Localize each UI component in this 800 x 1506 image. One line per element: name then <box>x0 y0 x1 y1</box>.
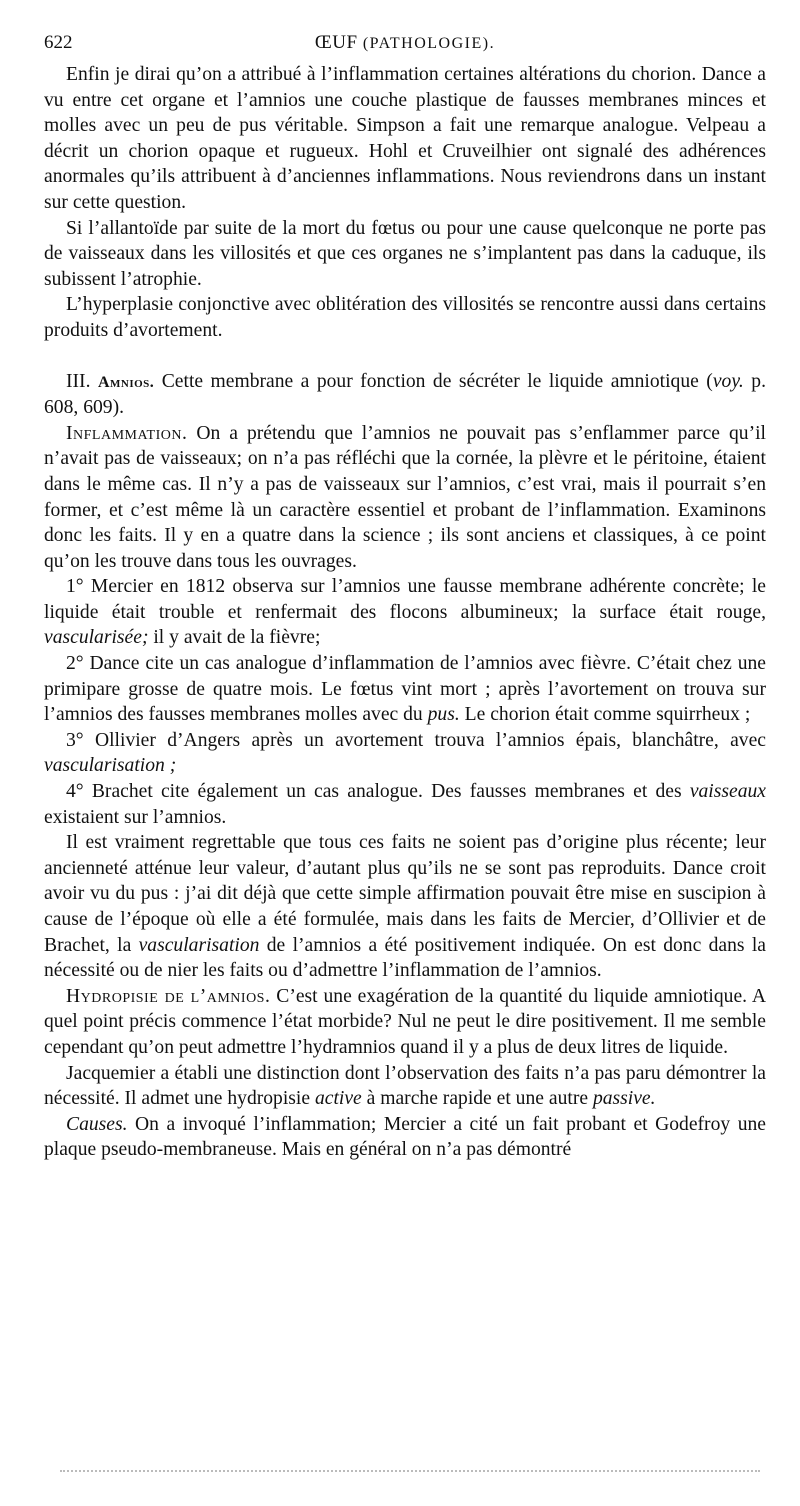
paragraph-italic: active <box>314 1088 362 1110</box>
paragraph <box>44 62 766 216</box>
paragraph-text: 3° Ollivier d’Angers après un avortement trouva l’amnios épais, blanchâtre, avec <box>66 729 766 751</box>
paragraph-text: Le chorion était comme squirrheux ; <box>459 704 751 726</box>
paragraph <box>44 830 766 984</box>
subsection-inflammation <box>44 421 766 575</box>
paragraph-italic: vascularisation <box>138 934 260 956</box>
paragraph-text: 4° Brachet cite également un cas analogue. Des fausses membranes et des <box>66 781 690 803</box>
paragraph-italic: voy. <box>712 370 744 392</box>
paragraph-text: Si l’allantoïde par suite de la mort du fœtus ou pour une cause quelconque ne porte pas de vaisseaux dans les villosités et que ces organes ne s’implantent pas dans la caduque, ils subissent l’atrophie. <box>44 217 766 290</box>
paragraph-text: L’hyperplasie conjonctive avec oblitération des villosités se rencontre aussi dans certains produits d’avortement. <box>44 294 766 341</box>
bleed-through-line <box>60 1470 760 1472</box>
paragraph-italic: pus. <box>427 704 460 726</box>
section-heading: Amnios. <box>97 373 155 391</box>
paragraph-italic: vaisseaux <box>689 781 766 803</box>
subsection-heading: Inflammation. <box>66 422 188 444</box>
paragraph-text: il y avait de la fièvre; <box>148 627 321 649</box>
paragraph-text: On a invoqué l’inflammation; Mercier a cité un fait probant et Godefroy une plaque pseudo-membraneuse. Mais en général on n’a pas démontré <box>44 1113 766 1161</box>
paragraph-text: de l’amnios a été positivement indiquée. On est donc dans la nécessité ou de nier les faits ou d’admettre l’inflammation de l’amnios. <box>44 934 766 982</box>
list-item <box>44 728 766 779</box>
paragraph-text: 1° Mercier en 1812 observa sur l’amnios une fausse membrane adhérente concrète; le liquide était trouble et renfermait des flocons albumineux; la surface était rouge, <box>44 576 766 623</box>
paragraph-text: p. 608, 609). <box>44 370 766 419</box>
subsection-causes <box>44 1112 766 1163</box>
list-item <box>44 651 766 728</box>
paragraph <box>44 216 766 293</box>
subsection-heading: Hydropisie de l’amnios. <box>66 985 271 1007</box>
paragraph-italic: vascularisation ; <box>44 755 177 777</box>
section-number: III. <box>66 370 91 392</box>
paragraph-text: On a prétendu que l’amnios ne pouvait pas s’enflammer parce qu’il n’avait pas de vaisseaux; on n’a pas réfléchi que la cornée, la plèvre et le péritoine, étaient dans le même cas. Il n’y a pas de vaisseaux sur l’amnios, c’est vrai, mais il pourrait s’en former, et c’est même là un caractère essentiel et probant de l’inflammation. Examinons donc les faits. Il y en a quatre dans la science ; ils sont anciens et classiques, à ce point qu’on les trouve dans tous les ouvrages. <box>44 422 766 572</box>
paragraph-text: Jacquemier a établi une distinction dont l’observation des faits n’a pas paru démontrer la nécessité. Il admet une hydropisie <box>44 1062 766 1110</box>
page-number: 622 <box>44 32 73 53</box>
subsection-heading: Causes. <box>66 1113 128 1135</box>
page-body <box>44 62 766 1163</box>
page-header <box>44 32 766 60</box>
paragraph-text: C’est une exagération de la quantité du liquide amniotique. A quel point précis commence l’état morbide? Nul ne peut le dire positivement. Il me semble cependant qu’on peut admettre l’hydramnios quand il y a plus de deux litres de liquide. <box>44 985 766 1058</box>
running-title-main: ŒUF <box>314 32 358 53</box>
running-title-sub: (PATHOLOGIE). <box>362 35 496 52</box>
paragraph <box>44 292 766 343</box>
running-title <box>44 32 766 54</box>
paragraph-italic: vascularisée; <box>44 627 149 649</box>
paragraph <box>44 1061 766 1112</box>
paragraph-text: Cette membrane a pour fonction de sécréter le liquide amniotique ( <box>161 370 713 392</box>
paragraph-text: 2° Dance cite un cas analogue d’inflammation de l’amnios avec fièvre. C’était chez une primipare grosse de quatre mois. Le fœtus vint mort ; après l’avortement on trouva sur l’amnios des fausses membranes molles avec du <box>44 653 766 726</box>
subsection-hydropisie <box>44 984 766 1061</box>
paragraph-text: Il est vraiment regrettable que tous ces faits ne soient pas d’origine plus récente; leur ancienneté atténue leur valeur, d’autant plus qu’ils ne se sont pas reproduits. Dance croit avoir vu du pus : j’ai dit déjà que cette simple affirmation pouvait être mise en suscipion à cause de l’époque où elle a été formulée, mais dans les faits de Mercier, d’Ollivier et de Brachet, la <box>44 832 766 956</box>
paragraph-text: à marche rapide et une autre <box>361 1088 593 1110</box>
paragraph-text: Enfin je dirai qu’on a attribué à l’inflammation certaines altérations du chorion. Dance a vu entre cet organe et l’amnios une couche plastique de fausses membranes minces et molles avec un peu de pus véritable. Simpson a fait une remarque analogue. Velpeau a décrit un chorion opaque et rugueux. Hohl et Cruveilhier ont signalé des adhérences anormales qu’ils attribuent à d’anciennes inflammations. Nous reviendrons dans un instant sur cette question. <box>44 64 766 213</box>
section-amnios <box>44 369 766 421</box>
list-item <box>44 574 766 651</box>
paragraph-italic: passive. <box>592 1088 656 1110</box>
paragraph-text: existaient sur l’amnios. <box>44 806 227 828</box>
list-item <box>44 779 766 830</box>
